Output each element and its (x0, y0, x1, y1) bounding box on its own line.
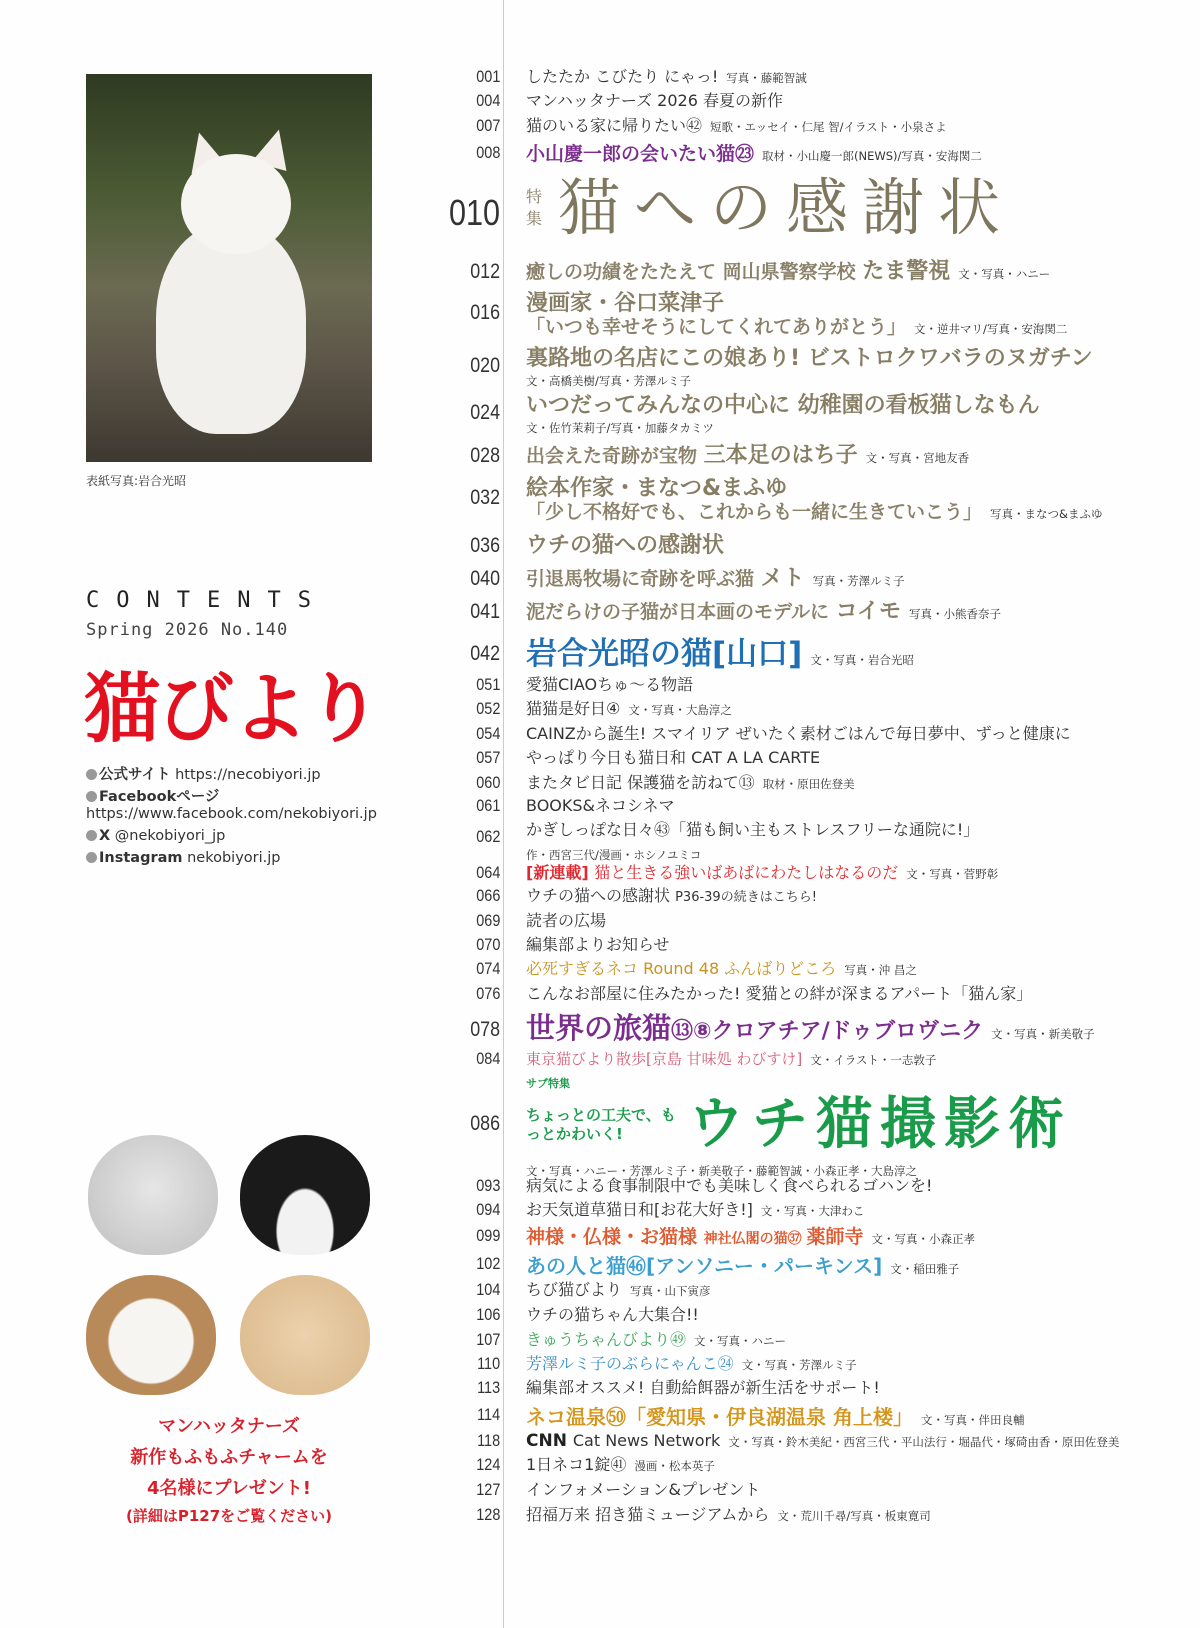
entry-title (526, 1077, 1072, 1157)
title-part: 絵本作家・まなつ&まふゆ (526, 476, 788, 501)
entry-credit: 文・写真・ハニー (958, 267, 1051, 281)
entry-credit: 文・逆井マリ/写真・安海関二 (914, 322, 1068, 336)
entry-title (526, 1330, 786, 1349)
entry-title (526, 911, 606, 930)
promo-note: (詳細はP127をご覧ください) (125, 1507, 333, 1525)
entry-title (526, 346, 1093, 372)
title-part: 神社仏閣の猫㊲ (703, 1231, 807, 1247)
page-number: 051 (475, 675, 500, 694)
title-part: 猫と生きる強いばあばにわたしはなるのだ (594, 863, 899, 882)
title-part: きゅうちゃんびより㊾ (526, 1330, 687, 1349)
link-facebook[interactable] (86, 785, 219, 806)
contents-heading: CONTENTS (86, 588, 328, 613)
entry-title (526, 291, 724, 317)
page-number: 007 (475, 116, 500, 135)
link-official-site[interactable] (86, 763, 321, 784)
entry-title (526, 1305, 699, 1324)
page-number: 124 (475, 1455, 500, 1474)
page-number: 070 (475, 935, 500, 954)
entry-title (526, 393, 1040, 419)
title-part: 裏路地の名店にこの娘あり! ビストロクワバラのヌガチン (526, 346, 1093, 371)
entry-credit: 写真・山下寅彦 (630, 1284, 711, 1298)
page-number: 060 (475, 773, 500, 792)
page-number: 020 (470, 354, 500, 377)
entry-title (526, 1354, 857, 1373)
page-number: 107 (475, 1330, 500, 1349)
page-number: 028 (470, 444, 500, 467)
title-part: ウチの猫への感謝状 (526, 886, 676, 905)
title-part: BOOKS&ネコシネマ (526, 796, 675, 815)
entry-subline (526, 501, 1102, 524)
entry-title (526, 171, 1014, 245)
link-handle[interactable]: @nekobiyori_jp (114, 828, 226, 844)
page-number: 012 (470, 260, 500, 283)
title-part: あの人と猫㊻[アンソニー・パーキンス] (526, 1254, 883, 1278)
entry-title (526, 143, 982, 166)
entry-credit: 文・写真・ハニー (694, 1334, 787, 1348)
entry-title (526, 1505, 931, 1524)
page-number: 076 (475, 984, 500, 1003)
page-number: 084 (475, 1049, 500, 1068)
page-number: 064 (475, 863, 500, 882)
entry-title (526, 1011, 1095, 1046)
entry-title (526, 699, 732, 718)
entry-title (526, 599, 1001, 625)
link-instagram[interactable] (86, 850, 281, 866)
entry-subline (526, 316, 1067, 339)
entry-subline (526, 844, 701, 863)
title-part: ちょっとの工夫で、もっとかわいく! (526, 1106, 676, 1143)
title-part: 芳澤ルミ子のぶらにゃんこ㉔ (526, 1354, 734, 1373)
page-number: 074 (475, 959, 500, 978)
promo-line: 新作もふもふチャームを (130, 1447, 328, 1468)
title-part: 東京猫びより散歩[京島 甘味処 わびすけ] (526, 1050, 803, 1068)
title-part: ⑬⑧クロアチア/ドゥブロヴニク (671, 1019, 984, 1044)
entry-credit: 写真・藤範智誠 (726, 71, 807, 85)
subtitle: 「いつも幸せそうにしてくれてありがとう」 (526, 316, 907, 338)
cover-caption: 表紙写真:岩合光昭 (86, 474, 187, 488)
page-number: 036 (470, 534, 500, 557)
entry-credit: 文・写真・新美敬子 (991, 1027, 1095, 1041)
promo-line: マンハッタナーズ (158, 1416, 300, 1437)
entry-title (526, 886, 817, 906)
title-part: マンハッタナーズ 2026 春夏の新作 (526, 91, 783, 110)
magazine-logo: 猫びより (84, 664, 380, 753)
charm-tan-cat (240, 1275, 370, 1395)
entry-credit: 文・写真・小森正孝 (871, 1232, 976, 1246)
title-part: いつだってみんなの中心に 幼稚園の看板猫しなもん (526, 393, 1040, 418)
title-part: 岩合光昭の猫[山口] (526, 636, 803, 672)
page-number: 024 (470, 401, 500, 424)
entry-title (526, 675, 693, 694)
page-number: 094 (475, 1200, 500, 1219)
entry-credit: 文・写真・岩合光昭 (810, 653, 914, 667)
page-number: 001 (475, 67, 500, 86)
entry-credit: 取材・原田佐登美 (762, 777, 855, 791)
entry-title (526, 1176, 932, 1195)
link-label: 公式サイト (99, 767, 171, 783)
entry-title (526, 820, 979, 839)
entry-title (526, 566, 905, 592)
title-part: 編集部オススメ! 自動給餌器が新生活をサポート! (526, 1378, 880, 1397)
entry-title (526, 1431, 1119, 1451)
title-part: [新連載] (526, 863, 595, 882)
entry-credit: 文・写真・菅野彰 (906, 867, 999, 881)
entry-title (526, 1480, 760, 1499)
entry-credit: 文・佐竹茉莉子/写真・加藤タカミツ (526, 421, 714, 435)
entry-title (526, 863, 998, 882)
page-number: 054 (475, 724, 500, 743)
link-handle[interactable]: nekobiyori.jp (187, 850, 281, 866)
entry-title (526, 935, 670, 954)
page-number: 127 (475, 1480, 500, 1499)
entry-subline (526, 417, 714, 436)
entry-title (526, 773, 855, 792)
title-part: 特集 (526, 187, 543, 229)
title-part: メト (760, 566, 805, 591)
issue-label: Spring 2026 No.140 (86, 620, 289, 640)
entry-credit: 作・西宮三代/漫画・ホシノユミコ (526, 848, 702, 862)
title-part: 三本足のはち子 (703, 443, 858, 468)
page-number: 118 (476, 1431, 500, 1450)
cover-photo-white-cat (86, 74, 372, 462)
entry-title (526, 796, 675, 815)
link-label: X (99, 828, 111, 844)
page-number: 106 (475, 1305, 500, 1324)
title-part: 猫のいる家に帰りたい㊷ (526, 116, 703, 135)
page-number: 093 (475, 1176, 500, 1195)
entry-credit: 文・稲田雅子 (890, 1262, 960, 1276)
title-part: お天気道草猫日和[お花大好き!] (526, 1200, 753, 1219)
entry-title (526, 1280, 711, 1299)
entry-credit: 写真・沖 昌之 (844, 963, 917, 977)
promo-line: 4名様にプレゼント! (146, 1478, 311, 1499)
title-part: 漫画家・谷口菜津子 (526, 291, 725, 316)
entry-credit: 取材・小山慶一郎(NEWS)/写真・安海関二 (762, 149, 982, 163)
link-label: Instagram (99, 850, 183, 866)
entry-title (526, 1254, 959, 1278)
entry-title (526, 1405, 1024, 1429)
page-number: 086 (470, 1112, 500, 1135)
page-number: 052 (475, 699, 500, 718)
entry-title (526, 724, 1071, 743)
charm-black-white-cat (240, 1135, 370, 1255)
entry-title (526, 959, 917, 978)
title-part: 薬師寺 (806, 1226, 864, 1248)
title-part: 神様・仏様・お猫様 (526, 1226, 704, 1248)
title-part: したたか こびたり にゃっ! (526, 67, 719, 86)
title-part: CAINZから誕生! スマイリア ぜいたく素材ごはんで毎日夢中、ずっと健康に (526, 724, 1071, 743)
page-number: 042 (470, 642, 500, 665)
entry-title (526, 116, 947, 135)
link-x[interactable] (86, 828, 225, 844)
title-part: ネコ温泉㊿「愛知県・伊良湖温泉 角上楼」 (526, 1405, 913, 1429)
page-number: 008 (475, 143, 500, 162)
entry-title (526, 1455, 715, 1474)
page-number: 099 (475, 1226, 500, 1245)
title-part: たま警視 (862, 259, 951, 284)
link-facebook-url[interactable]: https://www.facebook.com/nekobiyori.jp (86, 806, 377, 822)
title-part: 病気による食事制限中でも美味しく食べられるゴハンを! (526, 1176, 933, 1195)
entry-credit: 写真・小熊香奈子 (909, 607, 1002, 621)
title-part: ちび猫びより (526, 1280, 623, 1299)
entry-credit: 文・写真・鈴木美紀・西宮三代・平山法行・堀晶代・塚碕由香・原田佐登美 (728, 1435, 1120, 1449)
entry-title (526, 748, 820, 767)
entry-credit: 文・荒川千尋/写真・板東寛司 (777, 1509, 931, 1523)
entry-credit: 写真・芳澤ルミ子 (812, 574, 905, 588)
title-part: やっぱり今日も猫日和 CAT A LA CARTE (526, 748, 821, 767)
entry-title (526, 1378, 880, 1397)
page-number: 066 (475, 886, 500, 905)
title-part: 必死すぎるネコ Round 48 ふんばりどころ (526, 959, 837, 978)
title-part: かぎしっぽな日々㊸「猫も飼い主もストレスフリーな通院に!」 (526, 820, 980, 839)
entry-subline (526, 370, 691, 389)
title-part: サブ特集 (526, 1077, 570, 1090)
title-part: 招福万来 招き猫ミュージアムから (526, 1505, 770, 1524)
title-part: Cat News Network (572, 1431, 721, 1450)
page-number: 057 (475, 748, 500, 767)
entry-credit: 文・写真・伴田良輔 (920, 1413, 1025, 1427)
page-number: 114 (476, 1405, 500, 1424)
page-number: 078 (470, 1018, 500, 1041)
entry-credit: 文・写真・宮地友香 (865, 451, 970, 465)
title-part: 猫猫是好日④ (526, 699, 621, 718)
title-part: 猫への感謝状 (558, 171, 1015, 244)
title-part: ウチ猫撮影術 (688, 1092, 1072, 1157)
entry-title (526, 984, 1032, 1003)
divider-line (503, 0, 504, 1628)
entry-credit: 文・写真・大島淳之 (628, 703, 732, 717)
link-label: Facebookページ (99, 789, 220, 805)
page-number: 110 (476, 1354, 500, 1373)
page-number: 128 (475, 1505, 500, 1524)
page-number: 004 (475, 91, 500, 110)
entry-title (526, 1226, 975, 1249)
page-number: 104 (475, 1280, 500, 1299)
cat-body-shape (156, 224, 306, 434)
title-part: 癒しの功績をたたえて 岡山県警察学校 (526, 261, 863, 283)
title-part: コイモ (835, 599, 902, 624)
link-url[interactable]: https://necobiyori.jp (175, 767, 321, 783)
entry-title (526, 1200, 864, 1219)
title-part: 1日ネコ1錠㊶ (526, 1455, 627, 1474)
subtitle: 「少し不格好でも、これからも一緒に生きていこう」 (526, 501, 983, 523)
title-part: 編集部よりお知らせ (526, 935, 670, 954)
title-part: 世界の旅猫 (526, 1011, 672, 1045)
entry-title (526, 476, 787, 502)
page-number: 061 (475, 796, 500, 815)
title-part: 泥だらけの子猫が日本画のモデルに (526, 601, 836, 623)
page-number: 102 (475, 1254, 500, 1273)
entry-title (526, 91, 783, 110)
entry-credit: 文・写真・ハニー・芳澤ルミ子・新美敬子・藤範智誠・小森正孝・大島淳之 (526, 1164, 917, 1178)
page-number: 016 (470, 301, 500, 324)
title-part: ウチの猫ちゃん大集合!! (526, 1305, 699, 1324)
entry-credit: 漫画・松本英子 (634, 1459, 715, 1473)
entry-title (526, 443, 969, 469)
title-part: 読者の広場 (526, 911, 607, 930)
entry-title (526, 533, 724, 559)
title-part: 引退馬牧場に奇跡を呼ぶ猫 (526, 568, 761, 590)
entry-title (526, 259, 1050, 285)
charm-gray-cat (88, 1135, 218, 1255)
charm-calico-cat (86, 1275, 216, 1395)
entry-credit: 文・高橋美樹/写真・芳澤ルミ子 (526, 374, 691, 388)
title-part: ウチの猫への感謝状 (526, 533, 725, 558)
title-part: インフォメーション&プレゼント (526, 1480, 761, 1499)
entry-title (526, 1049, 936, 1068)
entry-credit: 文・写真・大津わこ (760, 1204, 865, 1218)
bullet-icon (86, 830, 97, 841)
entry-title (526, 636, 914, 673)
page-number: 040 (470, 567, 500, 590)
bullet-icon (86, 769, 97, 780)
title-part: 小山慶一郎の会いたい猫㉓ (526, 143, 755, 165)
entry-credit: 短歌・エッセイ・仁尾 智/イラスト・小泉さよ (710, 120, 947, 134)
page-number: 113 (476, 1378, 500, 1397)
bullet-icon (86, 852, 97, 863)
cat-head-shape (181, 154, 291, 254)
entry-credit: 写真・まなつ&まふゆ (990, 507, 1103, 521)
page-number: 032 (470, 486, 500, 509)
title-part: 出会えた奇跡が宝物 (526, 445, 704, 467)
entry-title (526, 67, 807, 86)
title-part: こんなお部屋に住みたかった! 愛猫との絆が深まるアパート「猫ん家」 (526, 984, 1033, 1003)
page-number: 069 (475, 911, 500, 930)
bullet-icon (86, 791, 97, 802)
entry-credit: 文・イラスト・一志敦子 (810, 1053, 937, 1067)
title-part: 愛猫CIAOちゅ〜る物語 (526, 675, 694, 694)
title-part: P36-39の続きはこちら! (675, 890, 817, 905)
title-part: またタビ日記 保護猫を訪ねて⑬ (526, 773, 755, 792)
page-number: 041 (470, 600, 500, 623)
entry-credit: 文・写真・芳澤ルミ子 (741, 1358, 857, 1372)
title-part: CNN (526, 1431, 573, 1451)
page-number: 062 (475, 827, 500, 846)
page-number: 010 (448, 192, 500, 233)
